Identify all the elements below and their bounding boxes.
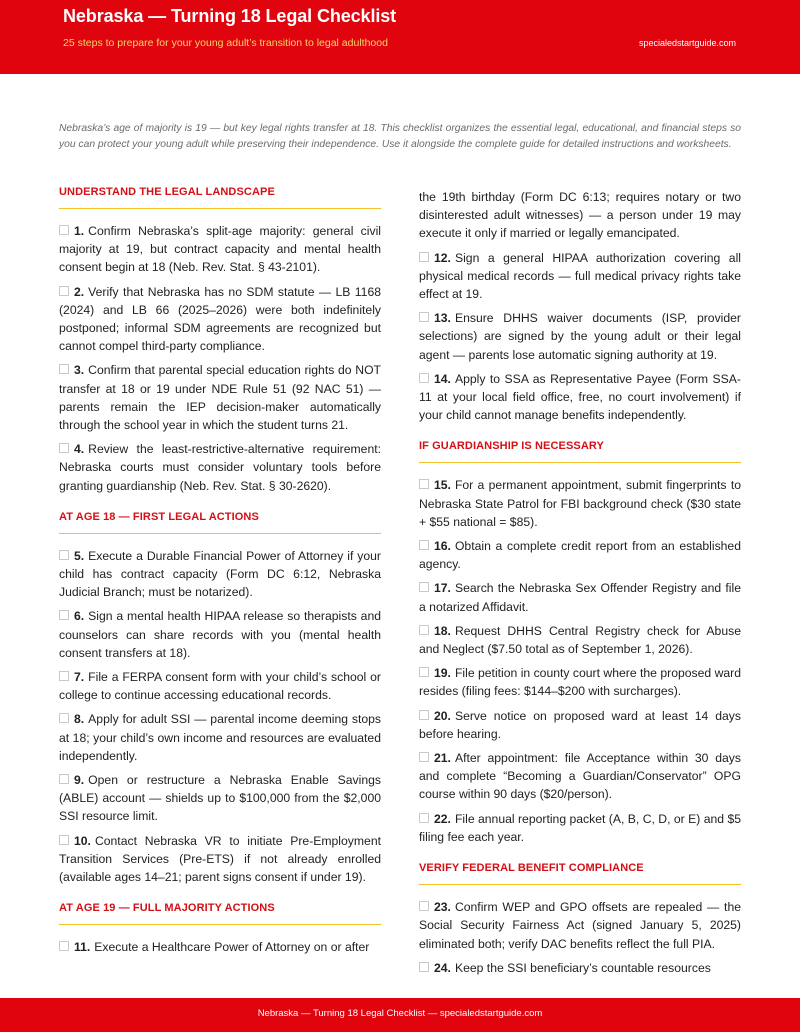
- checklist-item-23: [419, 898, 741, 953]
- page-header: [0, 0, 800, 74]
- item-number: 3.: [74, 363, 85, 378]
- item-text: Sign a mental health HIPAA release so therapists and counselors can share records with you (mental health consent transfers at 18).: [59, 609, 381, 660]
- checkbox[interactable]: [419, 667, 429, 677]
- checklist-item-20: [419, 707, 741, 743]
- checkbox[interactable]: [419, 813, 429, 823]
- item-text: Execute a Durable Financial Power of Attorney if your child has contract capacity (Form DC 6:12, Nebraska Judicial Branch; must be notarized).: [59, 548, 381, 600]
- item-text: Apply to SSA as Representative Payee (Form SSA-11 at your local field office, free, no court involvement) if your child cannot manage benefits independently.: [419, 371, 741, 423]
- item-text: File annual reporting packet (A, B, C, D, or E) and $5 filing fee each year.: [419, 811, 741, 844]
- checkbox[interactable]: [419, 373, 429, 383]
- item-number: 19.: [434, 666, 451, 681]
- checklist-item-16: [419, 537, 741, 573]
- item-number: 20.: [434, 708, 451, 723]
- checkbox[interactable]: [419, 625, 429, 635]
- item-number: 10.: [74, 833, 91, 848]
- item-text: Execute a Healthcare Power of Attorney on or after: [94, 940, 370, 955]
- checklist-item-9: [59, 771, 381, 826]
- item-number: 15.: [434, 478, 451, 493]
- item-number: 17.: [434, 581, 451, 596]
- item-number: 4.: [74, 442, 85, 457]
- checkbox[interactable]: [419, 962, 429, 972]
- section-federal-benefits: [419, 862, 741, 977]
- checkbox[interactable]: [419, 582, 429, 592]
- item-number: 24.: [434, 960, 451, 975]
- item-text: Ensure DHHS waiver documents (ISP, provider selections) are signed by the young adult or their legal agent — parents lose automatic signing authority at 19.: [419, 311, 741, 362]
- checkbox[interactable]: [419, 312, 429, 322]
- checkbox[interactable]: [59, 774, 69, 784]
- checkbox[interactable]: [59, 610, 69, 620]
- checklist-item-22: [419, 810, 741, 846]
- checklist-item-13: [419, 309, 741, 364]
- checklist-item-3: [59, 361, 381, 434]
- checklist-item-21: [419, 749, 741, 804]
- item-text: Obtain a complete credit report from an established agency.: [419, 539, 741, 572]
- checklist-item-18: [419, 622, 741, 658]
- item-text: Sign a general HIPAA authorization covering all physical medical records — full medical privacy rights take effect at 19.: [419, 250, 741, 302]
- checkbox[interactable]: [59, 835, 69, 845]
- checklist-item-15: [419, 476, 741, 531]
- item-number: 11.: [74, 940, 91, 955]
- item-text: Confirm Nebraska’s split-age majority: general civil majority at 19, but contract capacity and mental health consent begin at 18 (Neb. Rev. Stat. § 43-2101).: [59, 224, 381, 275]
- item-number: 18.: [434, 623, 451, 638]
- item-text: For a permanent appointment, submit fingerprints to Nebraska State Patrol for FBI background check ($30 state + $55 national = $85).: [419, 478, 741, 529]
- section-heading: AT AGE 18 — FIRST LEGAL ACTIONS: [59, 511, 381, 534]
- item-number: 22.: [434, 811, 451, 826]
- item-number: 5.: [74, 548, 85, 563]
- checklist-item-7: [59, 668, 381, 704]
- item-text: Confirm that parental special education rights do NOT transfer at 18 or 19 under NDE Rule 51 (92 NAC 51) — parents remain the IEP decision-maker automatically through the school year in which the student turns 21.: [59, 363, 381, 433]
- checklist-item-11: [59, 938, 381, 956]
- site-url: specialedstartguide.com: [638, 38, 736, 48]
- section-age-18: [59, 511, 381, 886]
- item-number: 21.: [434, 751, 451, 766]
- right-column: [419, 188, 741, 998]
- checklist-item-14: [419, 370, 741, 425]
- item-number: 14.: [434, 371, 451, 386]
- section-heading: UNDERSTAND THE LEGAL LANDSCAPE: [59, 186, 381, 209]
- item-text: File petition in county court where the proposed ward resides (filing fees: $144–$200 with surcharges).: [419, 666, 741, 699]
- checkbox[interactable]: [59, 941, 69, 951]
- checklist-item-1: [59, 222, 381, 277]
- checkbox[interactable]: [59, 671, 69, 681]
- checklist-item-4: [59, 440, 381, 495]
- checklist-item-19: [419, 664, 741, 700]
- checklist-item-2: [59, 283, 381, 356]
- checkbox[interactable]: [419, 710, 429, 720]
- checkbox[interactable]: [419, 540, 429, 550]
- checklist-item-8: [59, 710, 381, 765]
- item-number: 8.: [74, 712, 85, 727]
- checklist-item-17: [419, 579, 741, 615]
- page-subtitle: 25 steps to prepare for your young adult’s transition to legal adulthood: [63, 37, 388, 49]
- checkbox[interactable]: [59, 550, 69, 560]
- checkbox[interactable]: [419, 752, 429, 762]
- checklist-item-11-continued: the 19th birthday (Form DC 6:13; requires notary or two disinterested adult witnesses) — a person under 19 may execute it only if married or legally emancipated.: [419, 190, 741, 241]
- item-text: Review the least-restrictive-alternative requirement: Nebraska courts must consider voluntary tools before granting guardianship (Neb. Rev. Stat. § 30-2620).: [59, 442, 381, 493]
- left-column: [59, 186, 381, 996]
- checklist-item-5: [59, 547, 381, 602]
- checkbox[interactable]: [419, 901, 429, 911]
- item-number: 7.: [74, 670, 85, 685]
- item-text: Contact Nebraska VR to initiate Pre-Employment Transition Services (Pre-ETS) if not already enrolled (available ages 14–21; parent signs consent if under 19).: [59, 833, 381, 885]
- item-text: File a FERPA consent form with your child’s school or college to continue accessing educational records.: [59, 670, 381, 703]
- page-title: Nebraska — Turning 18 Legal Checklist: [63, 6, 397, 26]
- checkbox[interactable]: [59, 443, 69, 453]
- checkbox[interactable]: [59, 364, 69, 374]
- item-number: 23.: [434, 900, 451, 915]
- checklist-item-6: [59, 607, 381, 662]
- item-number: 9.: [74, 773, 85, 788]
- checkbox[interactable]: [59, 286, 69, 296]
- item-text: Keep the SSI beneficiary’s countable resources: [454, 960, 711, 975]
- item-text: Verify that Nebraska has no SDM statute — LB 1168 (2024) and LB 66 (2025–2026) were both indefinitely postponed; informal SDM agreements are recognized but cannot compel third-party compliance.: [59, 284, 381, 354]
- intro-paragraph: Nebraska’s age of majority is 19 — but key legal rights transfer at 18. This checklist organizes the essential legal, educational, and financial steps so you can protect your young adult while preserving their independence. Use it alongside the complete guide for detailed instructions and worksheets.: [59, 123, 741, 150]
- item-text: Serve notice on proposed ward at least 14 days before hearing.: [419, 708, 741, 741]
- item-number: 12.: [434, 250, 451, 265]
- checkbox[interactable]: [59, 713, 69, 723]
- item-text: Open or restructure a Nebraska Enable Savings (ABLE) account — shields up to $100,000 from the $2,000 SSI resource limit.: [59, 773, 381, 824]
- section-age-19: [59, 902, 381, 956]
- section-heading: AT AGE 19 — FULL MAJORITY ACTIONS: [59, 902, 381, 925]
- checklist-item-10: [59, 832, 381, 887]
- checkbox[interactable]: [419, 252, 429, 262]
- item-number: 2.: [74, 284, 85, 299]
- item-text: Request DHHS Central Registry check for Abuse and Neglect ($7.50 total as of September 1, 2026).: [419, 623, 741, 657]
- section-guardianship: [419, 440, 741, 846]
- item-text: Apply for adult SSI — parental income deeming stops at 18; your child’s own income and resources are evaluated independently.: [59, 712, 381, 763]
- page-footer: [0, 998, 800, 1032]
- item-text: After appointment: file Acceptance within 30 days and complete “Becoming a Guardian/Conservator” OPG course within 90 days ($20/person).: [419, 751, 741, 802]
- item-number: 16.: [434, 539, 451, 554]
- section-heading: VERIFY FEDERAL BENEFIT COMPLIANCE: [419, 862, 741, 885]
- item-text: Search the Nebraska Sex Offender Registry and file a notarized Affidavit.: [419, 581, 741, 614]
- item-number: 13.: [434, 311, 451, 326]
- checkbox[interactable]: [419, 479, 429, 489]
- section-heading: IF GUARDIANSHIP IS NECESSARY: [419, 440, 741, 463]
- item-text: Confirm WEP and GPO offsets are repealed — the Social Security Fairness Act (signed January 5, 2025) eliminated both; verify DAC benefits reflect the full PIA.: [419, 900, 741, 951]
- checklist-item-12: [419, 249, 741, 304]
- checkbox[interactable]: [59, 225, 69, 235]
- checklist-item-24: [419, 959, 741, 977]
- footer-text: Nebraska — Turning 18 Legal Checklist — specialedstartguide.com: [257, 1008, 543, 1019]
- section-legal-landscape: [59, 186, 381, 495]
- item-number: 1.: [74, 224, 85, 238]
- item-number: 6.: [74, 609, 85, 624]
